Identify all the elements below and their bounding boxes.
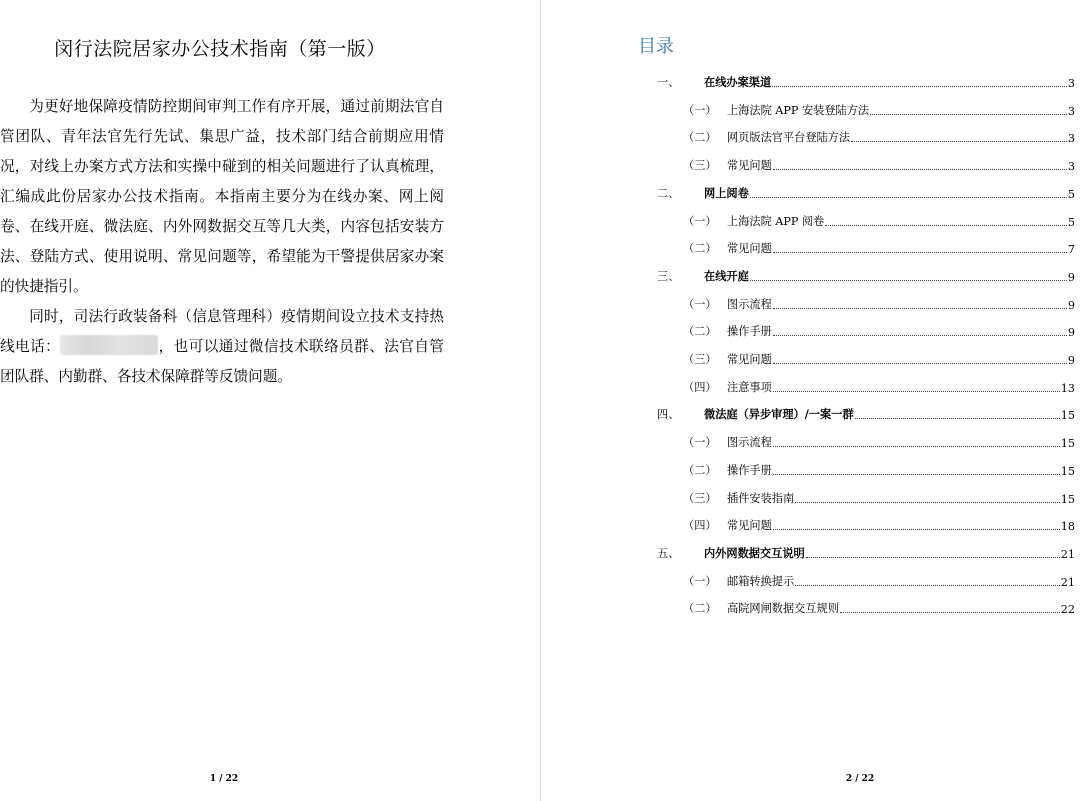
toc-entry-label: 微法庭（异步审理）/一案一群 — [704, 408, 854, 421]
toc-dot-leader — [795, 501, 1060, 503]
toc-entry-page: 21 — [1060, 548, 1075, 561]
toc-subsection-entry[interactable] — [657, 238, 1075, 256]
toc-entry-number: 五、 — [657, 547, 680, 560]
toc-entry-label: 邮箱转换提示 — [727, 575, 795, 588]
toc-dot-leader — [772, 85, 1067, 87]
document-title: 闵行法院居家办公技术指南（第一版） — [54, 38, 386, 60]
toc-entry-number: 四、 — [657, 408, 680, 421]
toc-dot-leader — [750, 279, 1067, 281]
toc-entry-label: 常见问题 — [727, 242, 772, 255]
toc-entry-number: （四） — [683, 381, 717, 394]
toc-subsection-entry[interactable] — [657, 571, 1075, 589]
feedback-text: ，也可以通过微信技术联络员群、法官自管团队群、内勤群、各技术保障群等反馈问题。 — [0, 338, 444, 385]
toc-entry-number: （二） — [683, 464, 717, 477]
toc-entry-label: 操作手册 — [727, 325, 772, 338]
toc-dot-leader — [773, 528, 1060, 530]
toc-entry-number: （一） — [683, 104, 717, 117]
toc-section-entry[interactable] — [657, 72, 1075, 90]
document-page-2 — [541, 0, 1080, 801]
toc-dot-leader — [773, 334, 1067, 336]
toc-entry-number: （一） — [683, 215, 717, 228]
hotline-text: 同时，司法行政装备科（信息管理科）疫情期间设立技术支持热线电话： — [0, 308, 444, 355]
toc-dot-leader — [870, 113, 1067, 115]
toc-entry-number: 一、 — [657, 76, 680, 89]
toc-entry-page: 5 — [1067, 216, 1075, 229]
toc-entry-label: 图示流程 — [727, 298, 772, 311]
toc-subsection-entry[interactable] — [657, 349, 1075, 367]
toc-entry-page: 15 — [1060, 465, 1075, 478]
toc-subsection-entry[interactable] — [657, 460, 1075, 478]
toc-entry-label: 网页版法官平台登陆方法 — [727, 131, 851, 144]
toc-entry-number: （四） — [683, 519, 717, 532]
toc-entry-number: 三、 — [657, 270, 680, 283]
toc-dot-leader — [855, 417, 1060, 419]
toc-section-entry[interactable] — [657, 266, 1075, 284]
toc-entry-page: 21 — [1060, 576, 1075, 589]
toc-entry-label: 注意事项 — [727, 381, 772, 394]
toc-entry-label: 图示流程 — [727, 436, 772, 449]
toc-subsection-entry[interactable] — [657, 294, 1075, 312]
toc-entry-label: 常见问题 — [727, 159, 772, 172]
toc-entry-label: 上海法院 APP 阅卷 — [727, 215, 825, 228]
toc-dot-leader — [806, 556, 1060, 558]
toc-dot-leader — [773, 307, 1067, 309]
toc-dot-leader — [750, 196, 1067, 198]
toc-entry-page: 5 — [1067, 188, 1075, 201]
toc-title: 目录 — [638, 36, 674, 57]
toc-entry-number: （三） — [683, 492, 717, 505]
toc-entry-page: 3 — [1067, 160, 1075, 173]
page-number-right: 2 / 22 — [845, 774, 875, 784]
toc-entry-label: 在线办案渠道 — [704, 76, 772, 89]
toc-entry-number: （三） — [683, 353, 717, 366]
toc-entry-label: 常见问题 — [727, 519, 772, 532]
toc-entry-label: 网上阅卷 — [704, 187, 749, 200]
toc-entry-page: 9 — [1067, 271, 1075, 284]
toc-entry-label: 内外网数据交互说明 — [704, 547, 805, 560]
toc-subsection-entry[interactable] — [657, 488, 1075, 506]
toc-subsection-entry[interactable] — [657, 377, 1075, 395]
toc-entry-label: 在线开庭 — [704, 270, 749, 283]
toc-entry-page: 15 — [1060, 437, 1075, 450]
intro-paragraph-1: 为更好地保障疫情防控期间审判工作有序开展，通过前期法官自管团队、青年法官先行先试、集思广益，技术部门结合前期应用情况，对线上办案方式方法和实操中碰到的相关问题进行了认真梳理，汇编成此份居家办公技术指南。本指南主要分为在线办案、网上阅卷、在线开庭、微法庭、内外网数据交互等几大类，内容包括安装方法、登陆方式、使用说明、常见问题等，希望能为干警提供居家办案的快捷指引。 — [0, 98, 444, 295]
toc-subsection-entry[interactable] — [657, 598, 1075, 616]
toc-subsection-entry[interactable] — [657, 155, 1075, 173]
toc-entry-label: 上海法院 APP 安装登陆方法 — [727, 104, 870, 117]
intro-paragraph-2 — [0, 302, 444, 392]
toc-entry-page: 3 — [1067, 132, 1075, 145]
toc-entry-label: 插件安装指南 — [727, 492, 795, 505]
toc-entry-page: 9 — [1067, 299, 1075, 312]
toc-entry-page: 3 — [1067, 77, 1075, 90]
toc-entry-page: 9 — [1067, 354, 1075, 367]
toc-entry-label: 操作手册 — [727, 464, 772, 477]
toc-entry-number: （二） — [683, 242, 717, 255]
toc-dot-leader — [773, 473, 1060, 475]
toc-entry-number: （一） — [683, 436, 717, 449]
toc-entry-label: 高院网闸数据交互规则 — [727, 602, 839, 615]
toc-dot-leader — [773, 362, 1067, 364]
toc-entry-page: 3 — [1067, 105, 1075, 118]
toc-section-entry[interactable] — [657, 183, 1075, 201]
toc-dot-leader — [851, 140, 1067, 142]
toc-subsection-entry[interactable] — [657, 515, 1075, 533]
toc-entry-page: 13 — [1060, 382, 1075, 395]
toc-section-entry[interactable] — [657, 543, 1075, 561]
toc-entry-number: 二、 — [657, 187, 680, 200]
toc-dot-leader — [795, 584, 1060, 586]
toc-entry-number: （二） — [683, 602, 717, 615]
toc-dot-leader — [773, 168, 1067, 170]
toc-entry-page: 18 — [1060, 520, 1075, 533]
page-number-left: 1 / 22 — [209, 774, 239, 784]
toc-dot-leader — [773, 251, 1067, 253]
toc-entry-number: （一） — [683, 298, 717, 311]
toc-dot-leader — [840, 611, 1060, 613]
toc-section-entry[interactable] — [657, 404, 1075, 422]
toc-entry-number: （三） — [683, 159, 717, 172]
toc-dot-leader — [773, 390, 1060, 392]
toc-subsection-entry[interactable] — [657, 127, 1075, 145]
toc-entry-label: 常见问题 — [727, 353, 772, 366]
toc-entry-page: 15 — [1060, 493, 1075, 506]
toc-subsection-entry[interactable] — [657, 321, 1075, 339]
toc-subsection-entry[interactable] — [657, 211, 1075, 229]
toc-subsection-entry[interactable] — [657, 432, 1075, 450]
toc-entry-page: 22 — [1060, 603, 1075, 616]
intro-text — [0, 92, 444, 392]
toc-entry-page: 7 — [1067, 243, 1075, 256]
toc-dot-leader — [825, 224, 1067, 226]
toc-entry-number: （二） — [683, 131, 717, 144]
toc-entry-number: （二） — [683, 325, 717, 338]
toc-entry-number: （一） — [683, 575, 717, 588]
toc-subsection-entry[interactable] — [657, 100, 1075, 118]
redacted-phone-number — [60, 335, 158, 355]
toc-dot-leader — [773, 445, 1060, 447]
toc-entry-page: 9 — [1067, 326, 1075, 339]
toc-entry-page: 15 — [1060, 409, 1075, 422]
